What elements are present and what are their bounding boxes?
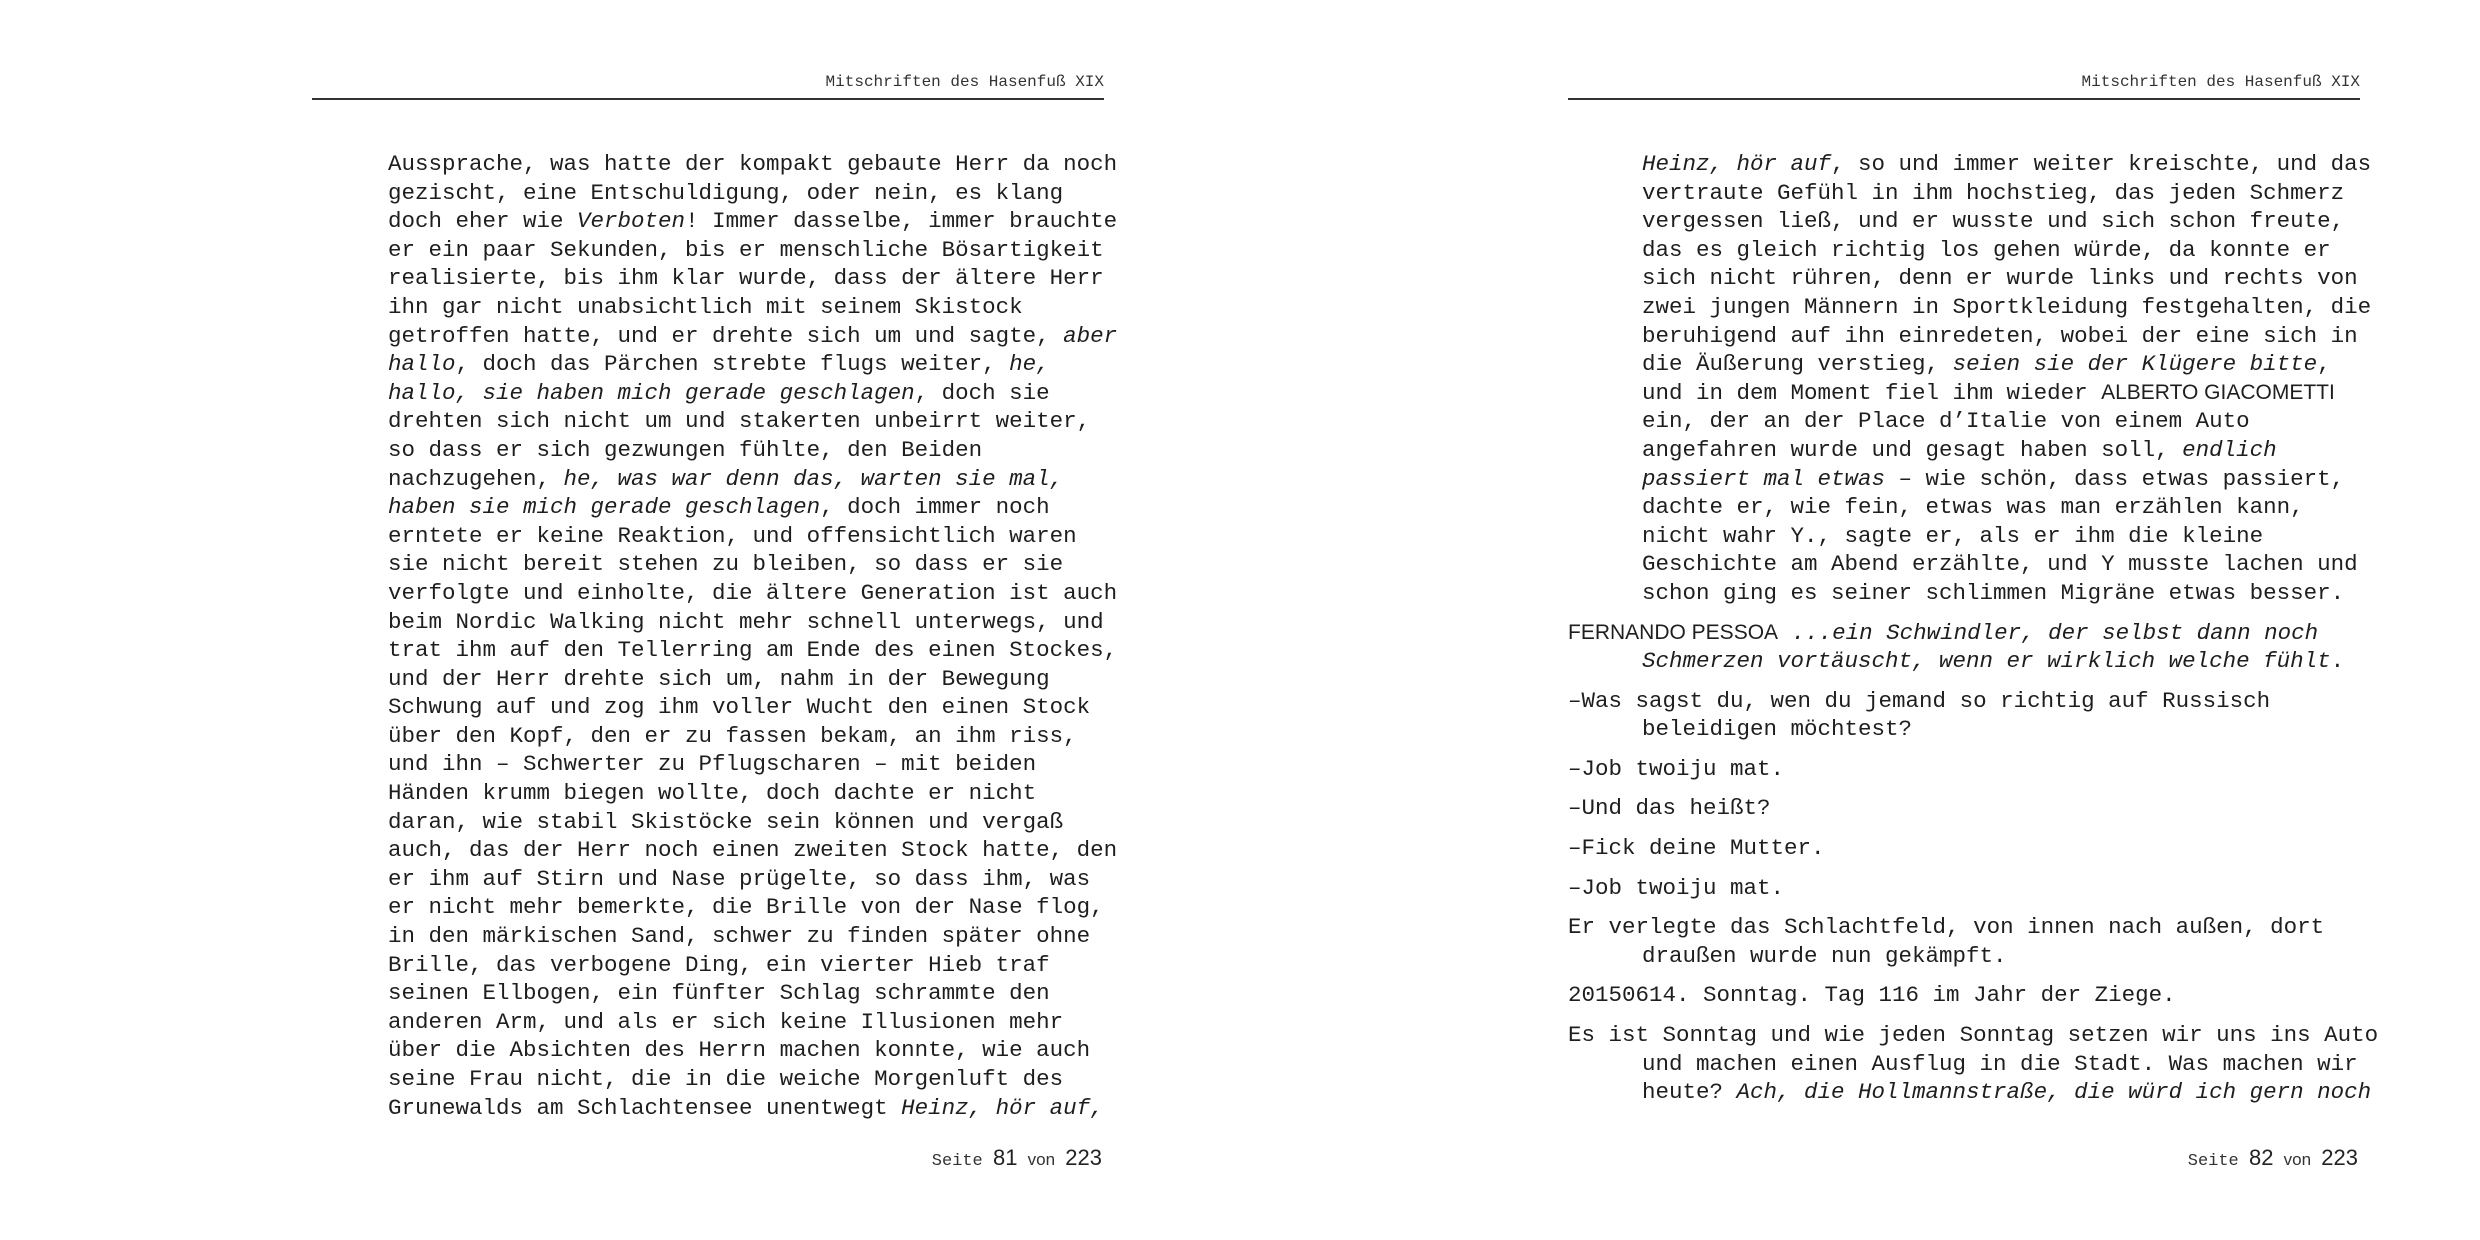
text-run: Händen krumm biegen wollte, doch dachte er nicht [388, 780, 1037, 807]
italic-text: hallo [388, 351, 456, 378]
running-header: Mitschriften des Hasenfuß XIX [312, 72, 1104, 100]
text-line [1568, 379, 2368, 408]
text-run: sich nicht rühren, denn er wurde links und rechts von [1642, 265, 2358, 292]
text-line [1568, 715, 2368, 744]
text-run: so dass er sich gezwungen fühlte, den Beiden [388, 436, 983, 463]
text-line [388, 750, 1108, 779]
text-line [1568, 493, 2368, 522]
italic-text: haben sie mich gerade geschlagen [388, 494, 821, 521]
text-run: –Job twoiju mat. [1568, 874, 1785, 901]
text-line [388, 179, 1108, 208]
text-line [1568, 579, 2368, 608]
text-line [1568, 207, 2368, 236]
text-run: . [2330, 648, 2345, 675]
page-of-label: von [1027, 1150, 1056, 1169]
text-run: Grunewalds am Schlachtensee unentwegt [388, 1094, 902, 1121]
paragraph [1568, 150, 2372, 608]
text-line [388, 493, 1108, 522]
text-run: , doch immer noch [820, 494, 1050, 521]
text-run: zwei jungen Männern in Sportkleidung festgehalten, die [1642, 293, 2372, 320]
text-run: , doch sie [914, 379, 1050, 406]
page-body-text [388, 150, 1118, 1122]
page-label: Seite [2187, 1152, 2239, 1171]
text-run: 20150614. Sonntag. Tag 116 im Jahr der Ziege. [1568, 982, 2176, 1009]
text-line [1568, 1078, 2372, 1107]
text-run: Es ist Sonntag und wie jeden Sonntag setzen wir uns ins Auto [1568, 1022, 2379, 1049]
text-run: Er verlegte das Schlachtfeld, von innen nach außen, dort [1568, 914, 2325, 941]
text-line [388, 264, 1108, 293]
text-run: ein, der an der Place d’Italie von einem Auto [1642, 408, 2250, 435]
text-line [388, 207, 1118, 236]
text-run: –Was sagst du, wen du jemand so richtig auf Russisch [1568, 687, 2271, 714]
paragraph [1568, 755, 2368, 784]
text-line [388, 522, 1108, 551]
text-run: , [2317, 351, 2331, 378]
text-run: sie nicht bereit stehen zu bleiben, so dass er sie [388, 551, 1064, 578]
text-run: vertraute Gefühl in ihm hochstieg, das jeden Schmerz [1642, 179, 2345, 206]
text-line [1568, 687, 2368, 716]
italic-text: he, [1009, 351, 1050, 378]
text-run: die Äußerung verstieg, [1642, 351, 1953, 378]
text-line [1568, 619, 2368, 648]
right-page [1240, 0, 2480, 1240]
text-line [388, 436, 1108, 465]
page-total: 223 [2321, 1145, 2358, 1170]
paragraph [1568, 834, 2368, 863]
text-line [388, 407, 1108, 436]
text-run: und der Herr drehte sich um, nahm in der Bewegung [388, 665, 1050, 692]
text-line [388, 1036, 1108, 1065]
text-run: das es gleich richtig los gehen würde, da konnte er [1642, 236, 2331, 263]
text-line [1568, 150, 2372, 179]
page-number: 82 [2248, 1145, 2274, 1170]
text-line [1568, 522, 2368, 551]
text-line [1568, 755, 2368, 784]
paragraph [1568, 1021, 2379, 1107]
paragraph [1568, 687, 2368, 744]
text-line [1568, 436, 2368, 465]
text-line [388, 922, 1108, 951]
text-run: –Fick deine Mutter. [1568, 835, 1825, 862]
text-line [388, 1065, 1108, 1094]
text-line [1568, 981, 2368, 1010]
text-line [388, 779, 1108, 808]
text-run: trat ihm auf den Tellerring am Ende des einen Stockes, [388, 637, 1118, 664]
page-number: 81 [992, 1145, 1018, 1170]
italic-text: hallo, sie haben mich gerade geschlagen [388, 379, 915, 406]
text-line [388, 1008, 1108, 1037]
italic-text: Verboten [577, 208, 686, 235]
text-line [1568, 550, 2368, 579]
text-run: beim Nordic Walking nicht mehr schnell unterwegs, und [388, 608, 1104, 635]
text-run: getroffen hatte, und er drehte sich um und sagte, [388, 322, 1064, 349]
text-line [388, 293, 1108, 322]
text-line [1568, 794, 2368, 823]
text-run: realisierte, bis ihm klar wurde, dass der ältere Herr [388, 265, 1104, 292]
page-body-text [1568, 150, 2379, 1107]
text-line [1568, 874, 2368, 903]
text-line [388, 1094, 1108, 1123]
text-line [388, 808, 1108, 837]
italic-text: Heinz, hör auf, [901, 1094, 1104, 1121]
name-caps-text: FERNANDO PESSOA [1568, 620, 1779, 644]
text-run: und in dem Moment fiel ihm wieder [1642, 379, 2102, 406]
text-run: –Und das heißt? [1568, 795, 1771, 822]
text-run: drehten sich nicht um und stakerten unbeirrt weiter, [388, 408, 1091, 435]
text-line [388, 550, 1108, 579]
text-run: in den märkischen Sand, schwer zu finden später ohne [388, 923, 1091, 950]
text-run: verfolgte und einholte, die ältere Generation ist auch [388, 579, 1118, 606]
text-line [388, 951, 1108, 980]
running-header: Mitschriften des Hasenfuß XIX [1568, 72, 2360, 100]
italic-text: seien sie der Klügere bitte [1952, 351, 2318, 378]
text-run: beleidigen möchtest? [1642, 716, 1913, 743]
text-line [1568, 834, 2368, 863]
text-line [1568, 1021, 2379, 1050]
text-run: Geschichte am Abend erzählte, und Y musste lachen und [1642, 551, 2358, 578]
text-run: – wie schön, dass etwas passiert, [1885, 465, 2345, 492]
text-line [388, 665, 1108, 694]
text-run: nachzugehen, [388, 465, 564, 492]
text-run: daran, wie stabil Skistöcke sein können und vergaß [388, 808, 1064, 835]
text-line [1568, 647, 2368, 676]
text-run: draußen wurde nun gekämpft. [1642, 942, 2007, 969]
text-line [1568, 913, 2368, 942]
italic-text: ...ein Schwindler, der selbst dann noch [1791, 619, 2319, 646]
italic-text: endlich [2182, 436, 2277, 463]
text-run: Schwung auf und zog ihm voller Wucht den einen Stock [388, 694, 1091, 721]
text-line [388, 608, 1108, 637]
text-line [388, 836, 1118, 865]
text-line [1568, 407, 2368, 436]
text-run: heute? [1642, 1079, 1737, 1106]
text-line [1568, 236, 2368, 265]
text-run: und ihn – Schwerter zu Pflugscharen – mit beiden [388, 751, 1037, 778]
text-run: er ihm auf Stirn und Nase prügelte, so dass ihm, was [388, 865, 1091, 892]
italic-text: Schmerzen vortäuscht, wenn er wirklich welche fühlt [1642, 648, 2331, 675]
paragraph [1568, 981, 2368, 1010]
text-line [1568, 942, 2368, 971]
text-run: –Job twoiju mat. [1568, 755, 1785, 782]
italic-text: Ach, die Hollmannstraße, die würd ich gern noch [1736, 1079, 2372, 1106]
text-line [388, 636, 1118, 665]
text-line [1568, 179, 2368, 208]
paragraph [1568, 794, 2368, 823]
page-footer [2040, 1146, 2358, 1174]
text-run: beruhigend auf ihn einredeten, wobei der eine sich in [1642, 322, 2358, 349]
text-line [388, 979, 1108, 1008]
text-run: Aussprache, was hatte der kompakt gebaute Herr da noch [388, 151, 1118, 177]
text-line [388, 893, 1108, 922]
text-run: er ein paar Sekunden, bis er menschliche Bösartigkeit [388, 236, 1104, 263]
text-line [1568, 293, 2372, 322]
text-run [1778, 620, 1792, 646]
text-run: und machen einen Ausflug in die Stadt. Was machen wir [1642, 1050, 2358, 1077]
page-of-label: von [2283, 1150, 2312, 1169]
text-run: seine Frau nicht, die in die weiche Morgenluft des [388, 1066, 1064, 1092]
text-run: dachte er, wie fein, etwas was man erzählen kann, [1642, 494, 2304, 521]
text-run: ! Immer dasselbe, immer brauchte [685, 208, 1118, 235]
text-run: , doch das Pärchen strebte flugs weiter, [455, 351, 1010, 378]
italic-text: he, was war denn das, warten sie mal, [563, 465, 1064, 492]
text-run: Brille, das verbogene Ding, ein vierter Hieb traf [388, 951, 1050, 978]
text-line [388, 865, 1108, 894]
text-run: doch eher wie [388, 208, 578, 235]
text-line [1568, 1050, 2368, 1079]
paragraph [1568, 913, 2368, 970]
text-run: gezischt, eine Entschuldigung, oder nein, es klang [388, 179, 1064, 206]
text-run: angefahren wurde und gesagt haben soll, [1642, 436, 2183, 463]
text-run: er nicht mehr bemerkte, die Brille von der Nase flog, [388, 894, 1104, 921]
text-run: erntete er keine Reaktion, und offensichtlich waren [388, 522, 1077, 549]
text-line [388, 322, 1118, 351]
text-run: schon ging es seiner schlimmen Migräne etwas besser. [1642, 579, 2345, 606]
text-line [388, 693, 1108, 722]
text-line [388, 579, 1118, 608]
italic-text: Heinz, hör auf [1642, 151, 1832, 177]
text-run: seinen Ellbogen, ein fünfter Schlag schrammte den [388, 980, 1050, 1007]
text-run: auch, das der Herr noch einen zweiten Stock hatte, den [388, 837, 1118, 864]
text-run: nicht wahr Y., sagte er, als er ihm die kleine [1642, 522, 2264, 549]
page-footer [800, 1146, 1102, 1174]
paragraph [1568, 874, 2368, 903]
text-run: , so und immer weiter kreischte, und das [1831, 151, 2372, 177]
text-line [1568, 264, 2368, 293]
text-line [388, 722, 1108, 751]
text-run: vergessen ließ, und er wusste und sich schon freute, [1642, 208, 2345, 235]
italic-text: aber [1063, 322, 1118, 349]
text-line [1568, 350, 2368, 379]
paragraph [1568, 619, 2368, 676]
text-line [388, 150, 1118, 179]
italic-text: passiert mal etwas [1642, 465, 1886, 492]
text-run: über den Kopf, den er zu fassen bekam, an ihm riss, [388, 722, 1077, 749]
text-line [388, 465, 1108, 494]
text-run: anderen Arm, und als er sich keine Illusionen mehr [388, 1008, 1064, 1035]
page-label: Seite [931, 1152, 983, 1171]
text-line [388, 350, 1108, 379]
text-line [388, 236, 1108, 265]
text-line [1568, 465, 2368, 494]
text-line [388, 379, 1108, 408]
text-line [1568, 322, 2368, 351]
name-caps-text: ALBERTO GIACOMETTI [2101, 380, 2335, 404]
text-run: ihn gar nicht unabsichtlich mit seinem Skistock [388, 293, 1023, 320]
page-total: 223 [1065, 1145, 1102, 1170]
text-run: über die Absichten des Herrn machen konnte, wie auch [388, 1037, 1091, 1064]
